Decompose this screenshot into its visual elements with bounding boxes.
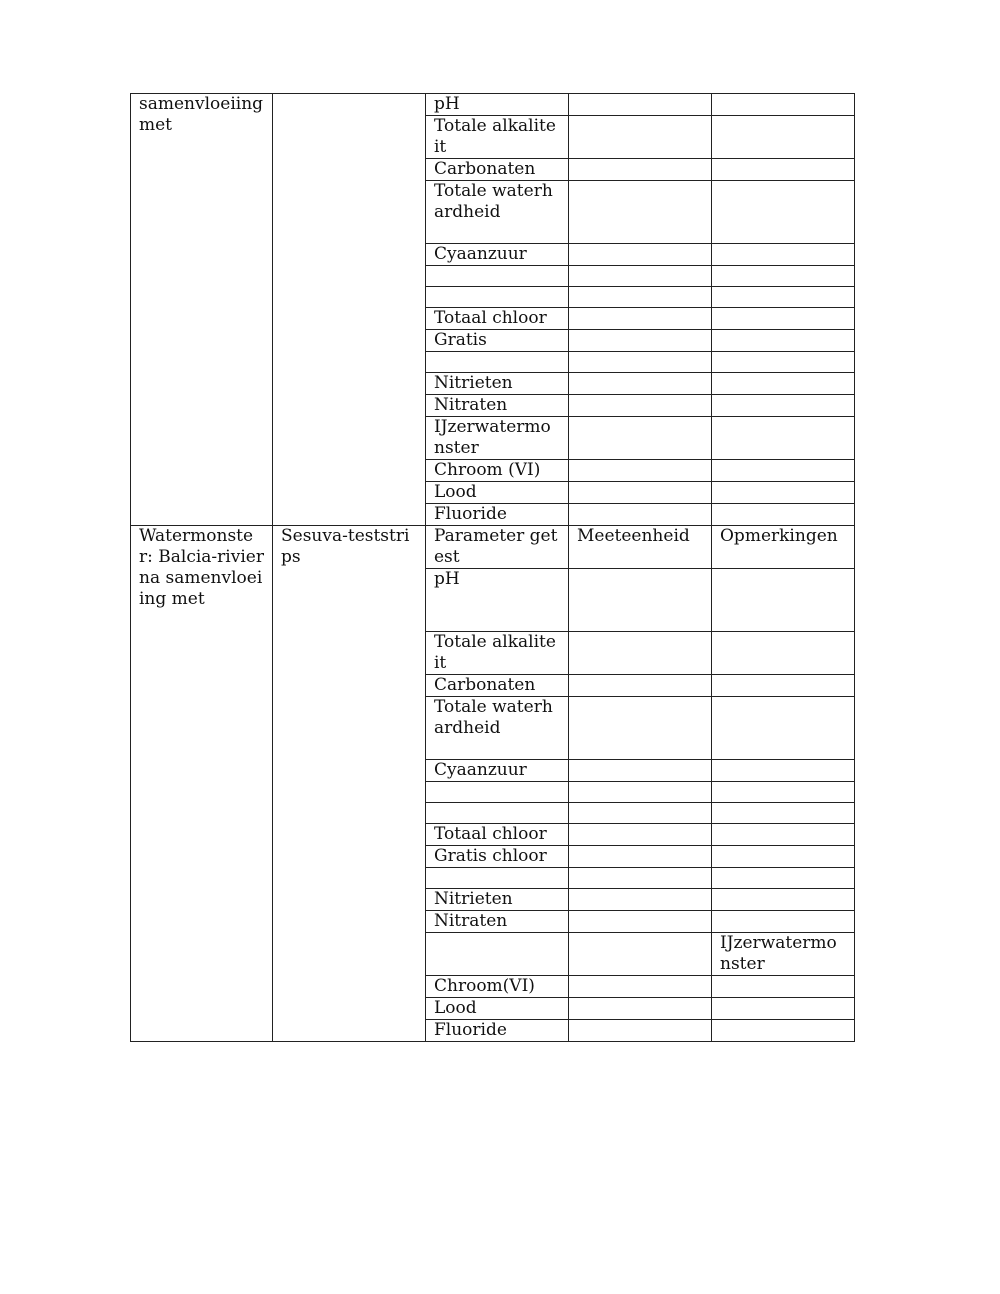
remark-cell xyxy=(712,760,855,782)
remark-cell: IJzerwatermonster xyxy=(712,933,855,976)
parameter-cell: Gratis xyxy=(426,330,569,352)
unit-cell xyxy=(569,504,712,526)
parameter-cell: IJzerwatermonster xyxy=(426,417,569,460)
unit-cell xyxy=(569,330,712,352)
method-cell xyxy=(273,94,426,526)
parameter-cell: pH xyxy=(426,94,569,116)
unit-cell xyxy=(569,460,712,482)
remark-cell xyxy=(712,94,855,116)
parameter-cell xyxy=(426,933,569,976)
remark-cell xyxy=(712,159,855,181)
remark-cell xyxy=(712,460,855,482)
parameter-cell: Totale waterhardheid xyxy=(426,697,569,760)
unit-cell xyxy=(569,868,712,889)
table-row xyxy=(131,94,855,116)
remark-cell xyxy=(712,181,855,244)
remark-cell xyxy=(712,244,855,266)
parameter-cell: Fluoride xyxy=(426,1020,569,1042)
parameter-cell xyxy=(426,782,569,803)
parameter-cell: Totaal chloor xyxy=(426,308,569,330)
unit-cell xyxy=(569,889,712,911)
table-header-row xyxy=(131,526,855,569)
parameter-cell: Gratis chloor xyxy=(426,846,569,868)
unit-cell xyxy=(569,94,712,116)
parameter-cell: Cyaanzuur xyxy=(426,244,569,266)
unit-header: Meeteenheid xyxy=(569,526,712,569)
remark-cell xyxy=(712,266,855,287)
parameter-cell: Nitraten xyxy=(426,395,569,417)
remark-cell xyxy=(712,417,855,460)
parameter-cell: Carbonaten xyxy=(426,675,569,697)
unit-cell xyxy=(569,911,712,933)
parameter-cell: Nitrieten xyxy=(426,889,569,911)
unit-cell xyxy=(569,181,712,244)
parameter-cell: Chroom (VI) xyxy=(426,460,569,482)
unit-cell xyxy=(569,760,712,782)
parameter-cell: Lood xyxy=(426,482,569,504)
unit-cell xyxy=(569,846,712,868)
parameter-cell: Cyaanzuur xyxy=(426,760,569,782)
unit-cell xyxy=(569,632,712,675)
unit-cell xyxy=(569,159,712,181)
unit-cell xyxy=(569,1020,712,1042)
remark-cell xyxy=(712,803,855,824)
remark-cell xyxy=(712,697,855,760)
remark-cell xyxy=(712,352,855,373)
unit-cell xyxy=(569,803,712,824)
remark-cell xyxy=(712,1020,855,1042)
unit-cell xyxy=(569,998,712,1020)
remark-cell xyxy=(712,116,855,159)
remark-cell xyxy=(712,287,855,308)
unit-cell xyxy=(569,933,712,976)
unit-cell xyxy=(569,675,712,697)
unit-cell xyxy=(569,308,712,330)
unit-cell xyxy=(569,482,712,504)
parameter-cell: Carbonaten xyxy=(426,159,569,181)
method-cell: Sesuva-teststrips xyxy=(273,526,426,1042)
parameter-cell: Totale alkaliteit xyxy=(426,632,569,675)
remark-cell xyxy=(712,395,855,417)
remark-cell xyxy=(712,330,855,352)
parameter-cell: Lood xyxy=(426,998,569,1020)
remark-cell xyxy=(712,889,855,911)
parameter-cell xyxy=(426,803,569,824)
unit-cell xyxy=(569,116,712,159)
remark-cell xyxy=(712,482,855,504)
unit-cell xyxy=(569,244,712,266)
remark-cell xyxy=(712,976,855,998)
parameter-cell: Chroom(VI) xyxy=(426,976,569,998)
parameter-cell: Nitrieten xyxy=(426,373,569,395)
parameter-cell xyxy=(426,287,569,308)
parameter-header: Parameter getest xyxy=(426,526,569,569)
parameter-cell: Totaal chloor xyxy=(426,824,569,846)
unit-cell xyxy=(569,782,712,803)
sample-cell: Watermonster: Balcia-rivier na samenvloeiing met xyxy=(131,526,273,1042)
unit-cell xyxy=(569,697,712,760)
parameter-cell xyxy=(426,266,569,287)
remark-cell xyxy=(712,675,855,697)
sample-cell: samenvloeiing met xyxy=(131,94,273,526)
parameter-cell: Nitraten xyxy=(426,911,569,933)
remark-cell xyxy=(712,911,855,933)
unit-cell xyxy=(569,352,712,373)
parameter-cell: Totale alkaliteit xyxy=(426,116,569,159)
remark-cell xyxy=(712,632,855,675)
remark-cell xyxy=(712,824,855,846)
unit-cell xyxy=(569,417,712,460)
parameter-cell: pH xyxy=(426,569,569,632)
unit-cell xyxy=(569,569,712,632)
remark-cell xyxy=(712,504,855,526)
remark-cell xyxy=(712,868,855,889)
remark-cell xyxy=(712,569,855,632)
remark-cell xyxy=(712,998,855,1020)
parameter-cell xyxy=(426,868,569,889)
parameter-cell: Fluoride xyxy=(426,504,569,526)
unit-cell xyxy=(569,976,712,998)
unit-cell xyxy=(569,266,712,287)
parameter-cell xyxy=(426,352,569,373)
measurement-table xyxy=(130,93,855,1042)
remark-cell xyxy=(712,373,855,395)
remark-header: Opmerkingen xyxy=(712,526,855,569)
parameter-cell: Totale waterhardheid xyxy=(426,181,569,244)
unit-cell xyxy=(569,373,712,395)
remark-cell xyxy=(712,782,855,803)
unit-cell xyxy=(569,287,712,308)
remark-cell xyxy=(712,846,855,868)
remark-cell xyxy=(712,308,855,330)
unit-cell xyxy=(569,395,712,417)
unit-cell xyxy=(569,824,712,846)
